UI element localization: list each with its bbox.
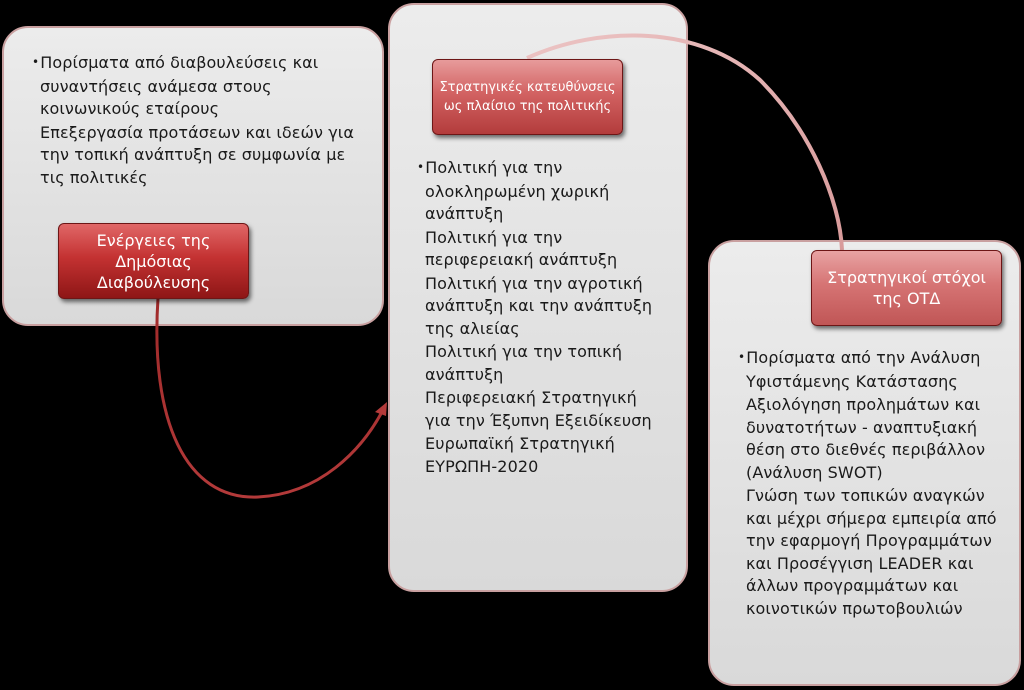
public-consultation-tag [58, 223, 249, 299]
policy-item-1-text: Πολιτική για την ολοκληρωμένη χωρική ανάπτυξη [425, 158, 610, 223]
bullet-icon: • [32, 55, 40, 69]
policy-items [417, 157, 665, 479]
consultation-item-1-text: Πορίσματα από διαβουλεύσεις και συναντήσεις ανάμεσα στους κοινωνικούς εταίρους [40, 53, 319, 118]
policy-item-4: Πολιτική για την τοπική ανάπτυξη [425, 342, 623, 384]
policy-item-3: Πολιτική για την αγροτική ανάπτυξη και την ανάπτυξη της αλιείας [425, 273, 653, 338]
policy-item-2: Πολιτική για την περιφερειακή ανάπτυξη [425, 227, 618, 269]
consultation-item-1 [32, 52, 370, 121]
goal-item-1 [738, 347, 1006, 393]
bullet-icon: • [417, 160, 425, 174]
strategic-goals-tag-label: Στρατηγικοί στόχοι της ΟΤΔ [827, 268, 986, 308]
policy-item-1 [417, 157, 665, 226]
consultation-items [32, 52, 370, 190]
bullet-icon: • [738, 350, 746, 364]
strategic-directions-tag-label: Στρατηγικές κατευθύνσεις ως πλαίσιο της πολιτικής [439, 80, 616, 114]
goal-item-1-text: Πορίσματα από την Ανάλυση Υφιστάμενης Κατάστασης [746, 348, 981, 391]
goal-item-3: Γνώση των τοπικών αναγκών και μέχρι σήμερα εμπειρία από την εφαρμογή Προγραμμάτων και Προσέγγιση LEADER και άλλων προγραμμάτων και κοινοτικών πρωτοβουλιών [746, 486, 997, 618]
goal-item-2: Αξιολόγηση προλημάτων και δυνατοτήτων - αναπτυξιακή θέση στο διεθνές περιβάλλον (Ανάλυση SWOT) [746, 395, 986, 482]
goal-items [738, 347, 1006, 621]
public-consultation-tag-label: Ενέργειες της Δημόσιας Διαβούλευσης [96, 230, 211, 292]
strategic-goals-tag [811, 250, 1002, 326]
arrow-head-left [375, 402, 387, 416]
consultation-item-2: Επεξεργασία προτάσεων και ιδεών για την τοπική ανάπτυξη σε συμφωνία με τις πολιτικές [40, 122, 354, 187]
policy-item-6: Ευρωπαϊκή Στρατηγική ΕΥΡΩΠΗ-2020 [425, 434, 615, 476]
strategic-directions-tag [432, 59, 623, 135]
arrow-consultation-to-strategy [157, 298, 383, 497]
policy-item-5: Περιφερειακή Στρατηγική για την Έξυπνη Εξειδίκευση [425, 388, 652, 430]
